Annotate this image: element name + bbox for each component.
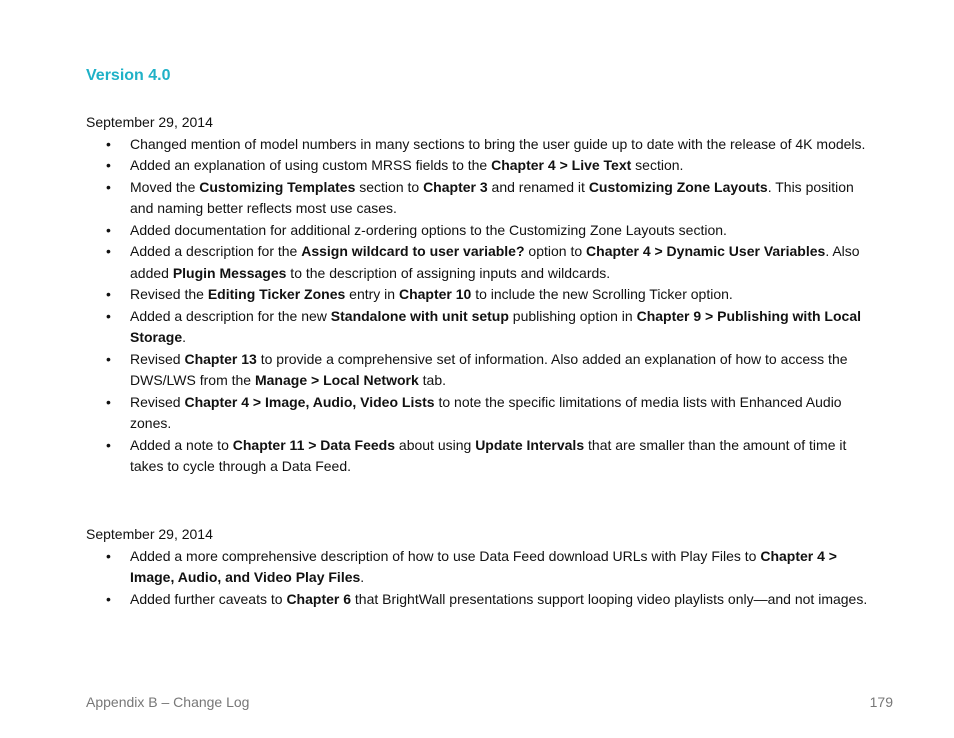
item-text: Added a description for the [130,243,302,259]
item-text: . This position and naming better reflects most use cases. [130,178,854,216]
item-text: Added further caveats to [130,590,287,607]
item-text: to note the specific limitations of media lists with Enhanced Audio zones. [130,393,842,431]
emphasis-text: Plugin Messages [172,264,287,281]
change-item [86,589,876,611]
bullet-icon: • [106,393,111,410]
item-text: to the description of assigning inputs and wildcards. [286,264,611,281]
item-text: Revised the [130,286,208,302]
change-item [86,134,876,156]
page-number: 179 [869,694,893,710]
emphasis-text: Chapter 4 > Image, Audio, Video Lists [184,393,435,410]
emphasis-text: Chapter 10 [398,286,472,302]
item-text: Moved the [130,178,200,195]
bullet-icon: • [106,221,111,238]
item-text: publishing option in [508,307,637,324]
emphasis-text: Chapter 4 > Dynamic User Variables [586,243,826,259]
bullet-icon: • [106,547,111,564]
item-text: . [360,569,365,585]
item-text: Revised [130,393,185,410]
change-item [86,306,876,349]
emphasis-text: Customizing Templates [199,178,356,195]
item-text: tab. [418,372,447,388]
change-item [86,392,876,435]
emphasis-text: Editing Ticker Zones [207,286,346,302]
emphasis-text: Chapter 4 > Live Text [491,157,632,173]
item-text: section to [355,178,424,195]
bullet-icon: • [106,590,111,607]
item-text: to provide a comprehensive set of information. Also added an explanation of how to access the DWS/LWS from the [130,350,848,388]
bullet-icon: • [106,157,111,173]
bullet-icon: • [106,350,111,367]
change-item [86,177,876,220]
emphasis-text: Chapter 6 [286,590,352,607]
version-heading: Version 4.0 [86,67,171,84]
emphasis-text: Customizing Zone Layouts [588,178,768,195]
item-text: Added a more comprehensive description of how to use Data Feed download URLs with Play Files to [130,547,761,564]
bullet-icon: • [106,135,111,152]
change-item [86,546,876,589]
emphasis-text: Chapter 13 [184,350,257,367]
item-text: Changed mention of model numbers in many sections to bring the user guide up to date with the release of 4K models. [130,135,866,152]
item-text: Added a note to [130,436,233,453]
bullet-icon: • [106,436,111,453]
change-list [86,546,876,611]
item-text: . Also added [130,243,860,281]
change-item [86,284,876,306]
change-item [86,435,876,478]
emphasis-text: Chapter 9 > Publishing with Local Storage [130,307,861,345]
item-text: Added an explanation of using custom MRSS fields to the [130,157,492,173]
item-text: that are smaller than the amount of time it takes to cycle through a Data Feed. [130,436,847,474]
section-date: September 29, 2014 [86,526,213,542]
bullet-icon: • [106,178,111,195]
change-item [86,349,876,392]
item-text: option to [524,243,587,259]
emphasis-text: Chapter 3 [423,178,488,195]
emphasis-text: Chapter 11 > Data Feeds [232,436,396,453]
change-list [86,134,876,478]
emphasis-text: Assign wildcard to user variable? [301,243,525,259]
item-text: Revised [130,350,185,367]
footer-title: Appendix B – Change Log [86,694,250,710]
bullet-icon: • [106,286,111,302]
item-text: to include the new Scrolling Ticker option. [471,286,733,302]
bullet-icon: • [106,243,111,259]
item-text: and renamed it [487,178,589,195]
change-item [86,220,876,242]
emphasis-text: Manage > Local Network [254,372,419,388]
item-text: section. [631,157,684,173]
emphasis-text: Update Intervals [475,436,585,453]
emphasis-text: Chapter 4 > Image, Audio, and Video Play Files [130,547,837,585]
item-text: . [182,329,187,345]
item-text: Added documentation for additional z-ordering options to the Customizing Zone Layouts section. [130,221,727,238]
item-text: that BrightWall presentations support looping video playlists only—and not images. [351,590,868,607]
item-text: entry in [345,286,399,302]
section-date: September 29, 2014 [86,114,213,130]
item-text: about using [395,436,476,453]
change-item [86,155,876,177]
changelog-section [86,524,876,610]
changelog-section [86,112,876,478]
bullet-icon: • [106,307,111,324]
emphasis-text: Standalone with unit setup [330,307,509,324]
change-item [86,241,876,284]
item-text: Added a description for the new [130,307,331,324]
